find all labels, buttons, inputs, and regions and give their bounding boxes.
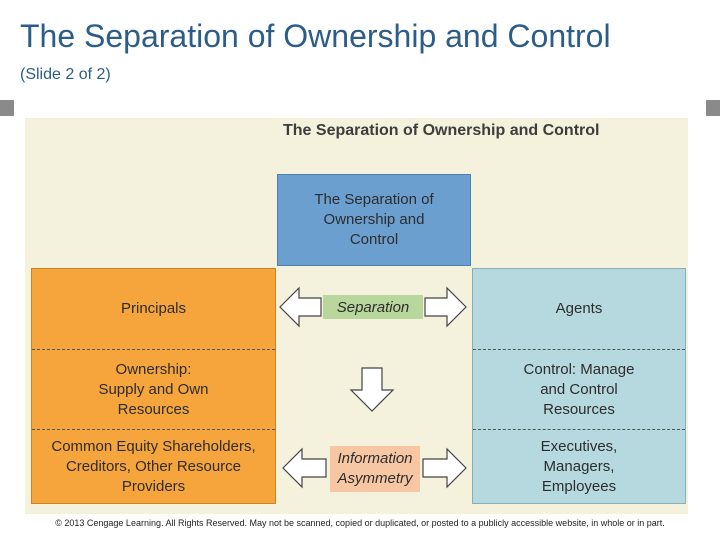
slide-rule-left	[0, 100, 14, 116]
diagram-panel	[25, 118, 688, 514]
information-asymmetry-label: Information Asymmetry	[330, 446, 420, 492]
right-arrow-icon	[425, 288, 466, 326]
slide-subtitle: (Slide 2 of 2)	[20, 66, 111, 83]
agents-label: Agents	[473, 269, 685, 350]
separation-label: Separation	[323, 295, 423, 319]
ownership-label: Ownership: Supply and Own Resources	[32, 350, 275, 430]
copyright-notice: © 2013 Cengage Learning. All Rights Reserved. May not be scanned, copied or duplicated, or posted to a publicly accessible website, in whole or in part.	[55, 518, 665, 528]
figure-title: The Separation of Ownership and Control	[283, 122, 600, 139]
left-arrow-icon	[280, 288, 321, 326]
executives-label: Executives, Managers, Employees	[540, 437, 618, 495]
shareholders-label: Common Equity Shareholders, Creditors, Other Resource Providers	[51, 437, 256, 495]
info-left-arrow-icon	[283, 449, 326, 487]
slide-title: The Separation of Ownership and Control	[20, 18, 611, 54]
control-label: Control: Manage and Control Resources	[473, 350, 685, 430]
down-arrow-icon	[351, 368, 393, 411]
top-box: The Separation of Ownership and Control	[277, 174, 471, 266]
principals-label: Principals	[32, 269, 275, 350]
info-right-arrow-icon	[423, 449, 466, 487]
slide-rule-right	[706, 100, 720, 116]
